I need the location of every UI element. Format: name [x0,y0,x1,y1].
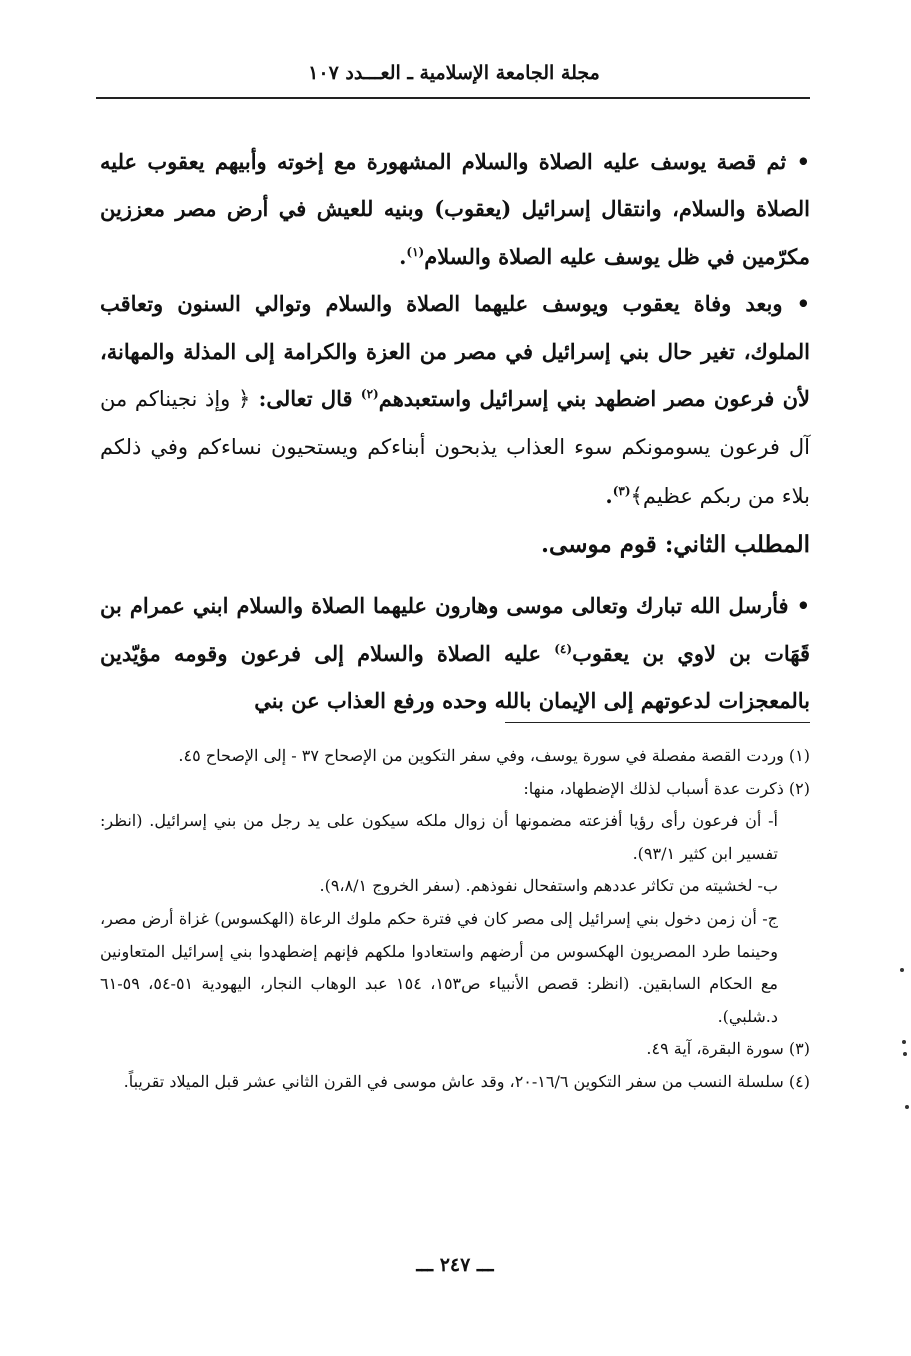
footnote-2: (٢) ذكرت عدة أسباب لذلك الإضطهاد، منها: [523,778,810,798]
footnote-2-item-a: أ- أن فرعون رأى رؤيا أفزعته مضمونها أن زوال ملكه سيكون على يد رجل من بني إسرائيل. (انظر: تفسير ابن كثير ٩٣/١). [100,811,779,863]
footnote-ref-2[interactable]: (٢) [360,387,379,402]
footnote-3: (٣) سورة البقرة، آية ٤٩. [646,1039,810,1059]
paragraph-text-end: عليه الصلاة والسلام إلى فرعون وقومه مؤيّدين بالمعجزات لدعوتهم إلى الإيمان بالله وحده ورفع العذاب عن بني [100,640,810,714]
footnotes [100,740,810,1099]
footnote-ref-1[interactable]: (١) [406,244,425,259]
paragraph-text: • ثم قصة يوسف عليه الصلاة والسلام المشهورة مع إخوته وأبيهم يعقوب عليه الصلاة والسلام، وانتقال إسرائيل (يعقوب) وبنيه للعيش في أرض مصر معززين مكرّمين في ظل يوسف عليه الصلاة والسلام [100,149,810,269]
quran-verse: ﴿ وإذ نجيناكم من آل فرعون يسومونكم سوء العذاب يذبحون أبناءكم ويستحيون نساءكم وفي ذلكم بلاء من ربكم عظيم﴾ [100,387,810,508]
paragraph-oppression [100,280,810,520]
paragraph-end: . [605,482,613,508]
running-header: مجلة الجامعة الإسلامية ـ العـــدد ١٠٧ [308,62,600,84]
header-divider [96,97,810,99]
footnote-ref-4[interactable]: (٤) [554,641,573,656]
paragraph-joseph-story [100,138,810,280]
paragraph-moses [100,582,810,724]
paragraph-end: . [399,243,407,269]
footnote-2-item-c: ج- أن زمن دخول بني إسرائيل إلى مصر كان في فترة حكم ملوك الرعاة (الهكسوس) غزاة أرض مصر، وحينما طرد المصريون الهكسوس من أرضهم واستعادوا ملكهم فإنهم إضطهدوا بني إسرائيل المتعاونين مع الحكام السابقين. (انظر: قصص الأنبياء ص١٥٣، ١٥٤ عبد الوهاب النجار، اليهودية ٥١-٥٤، ٥٩-٦١ د.شلبي). [100,908,778,1026]
scan-speck [900,968,904,972]
main-text [100,138,810,724]
footnote-2-item-b: ب- لخشيته من تكاثر عددهم واستفحال نفوذهم. (سفر الخروج ٩،٨/١). [319,876,778,896]
paragraph-text-mid: قال تعالى: [250,386,361,412]
footnote-4: (٤) سلسلة النسب من سفر التكوين ١٦/٦-٢٠، وقد عاش موسى في القرن الثاني عشر قبل الميلاد تقريباً. [123,1071,810,1091]
page-number: ـــ ٢٤٧ ـــ [416,1254,494,1276]
paragraph-text: • فأرسل الله تبارك وتعالى موسى وهارون عليهما الصلاة والسلام ابني عمرام بن قَهَات بن لاوي بن يعقوب [100,593,810,666]
section-heading: المطلب الثاني: قوم موسى. [541,531,810,559]
footnote-ref-3[interactable]: (٣) [612,483,631,498]
scan-speck [905,1105,909,1109]
scan-speck [902,1040,906,1044]
scan-speck [903,1052,907,1056]
paragraph-text: • وبعد وفاة يعقوب ويوسف عليهما الصلاة والسلام وتوالي السنون وتعاقب الملوك، تغير حال بني إسرائيل في مصر من العزة والكرامة إلى المذلة والمهانة، لأن فرعون مصر اضطهد بني إسرائيل واستعبدهم [100,291,811,412]
footnote-1: (١) وردت القصة مفصلة في سورة يوسف، وفي سفر التكوين من الإصحاح ٣٧ - إلى الإصحاح ٤٥. [178,746,810,765]
footnote-divider [505,722,810,723]
